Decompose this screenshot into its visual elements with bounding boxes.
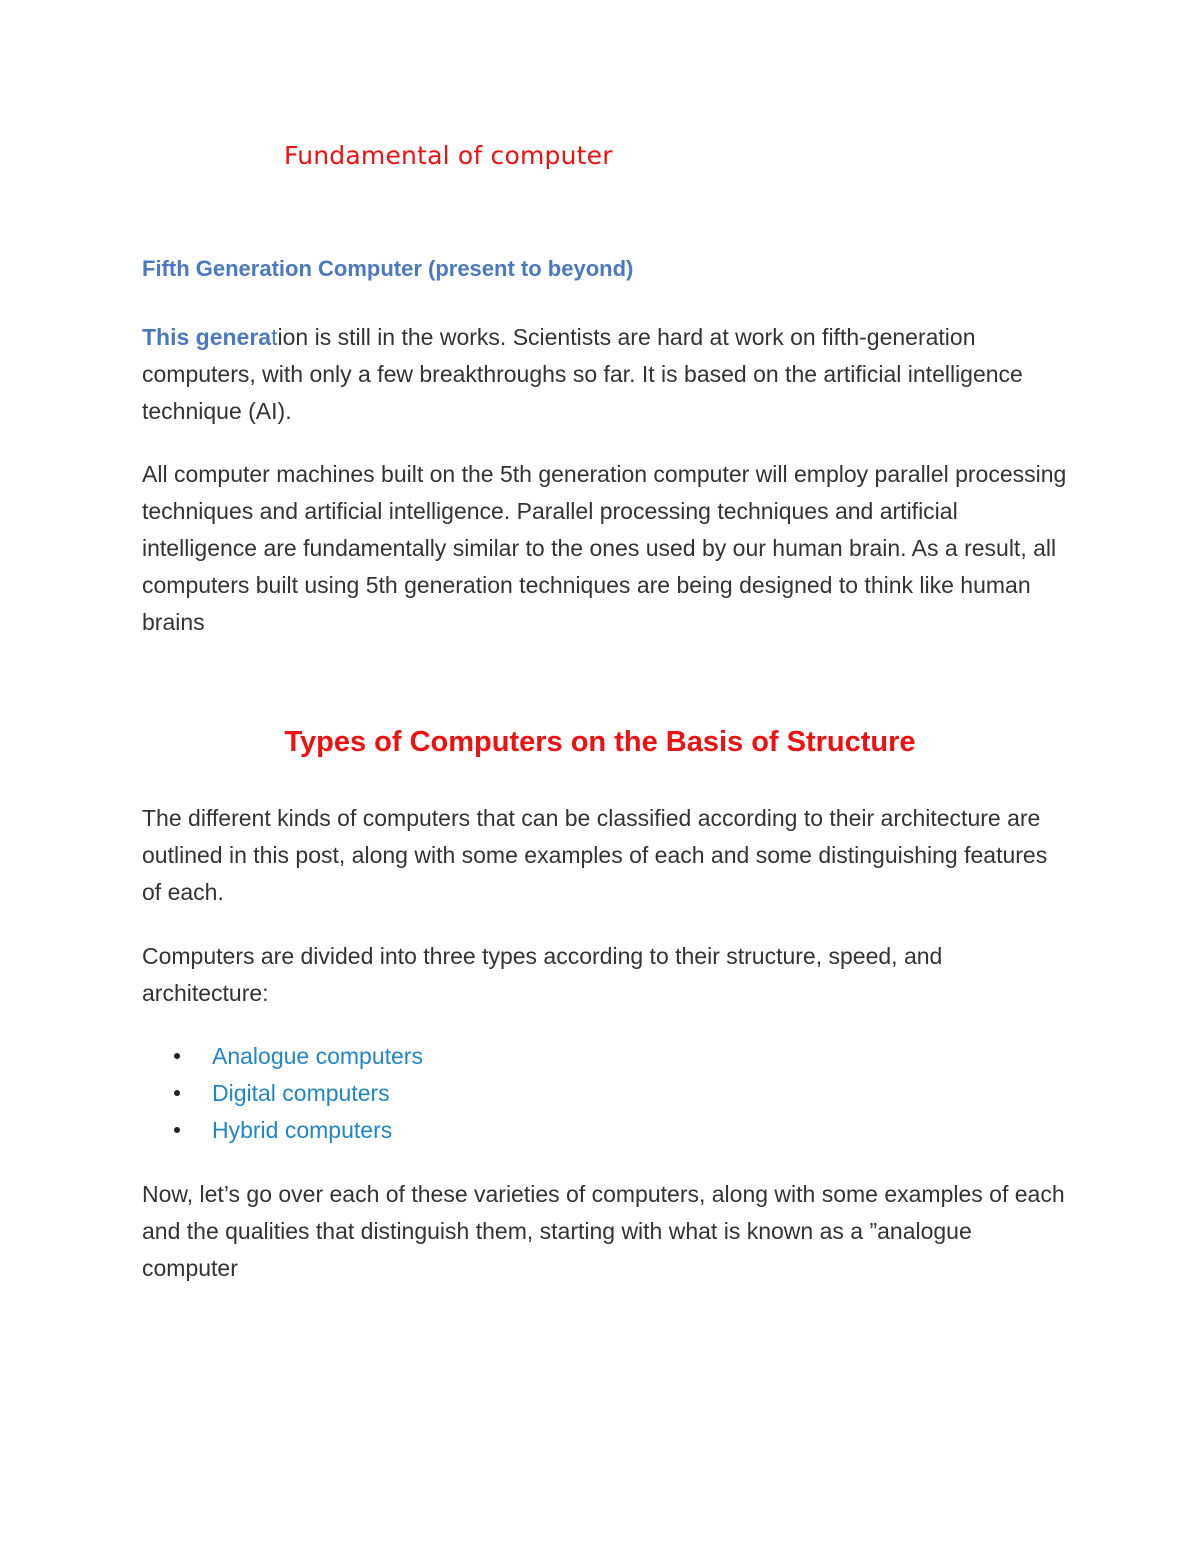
paragraph-lead-tail: t — [271, 324, 278, 350]
list-item-analogue — [142, 1038, 423, 1075]
link-analogue-computers[interactable]: Analogue computers — [212, 1043, 423, 1069]
bullet-icon — [174, 1090, 180, 1096]
paragraph-lead-bold: This genera — [142, 324, 272, 350]
list-item-hybrid — [142, 1112, 423, 1149]
paragraph-varieties-overview: Now, let’s go over each of these varieties of computers, along with some examples of each and the qualities that distinguish them, starting with what is known as a ”analogue computer — [142, 1181, 1065, 1281]
paragraph-lead-rest: ion is still in the works. Scientists are hard at work on fifth-generation computers, with only a few breakthroughs so far. It is based on the artificial intelligence technique (AI). — [142, 324, 1023, 424]
link-digital-computers[interactable]: Digital computers — [212, 1080, 390, 1106]
paragraph-fifth-generation-ai: All computer machines built on the 5th generation computer will employ parallel processing techniques and artificial intelligence. Parallel processing techniques and artificial intelligence are fundamentally similar to the ones used by our human brain. As a result, all computers built using 5th generation techniques are being designed to think like human brains — [142, 461, 1067, 635]
list-item-digital — [142, 1075, 423, 1112]
section-heading-types-of-computers: Types of Computers on the Basis of Structure — [284, 726, 916, 758]
bullet-icon — [174, 1127, 180, 1133]
section-heading-fifth-generation: Fifth Generation Computer (present to beyond) — [142, 256, 634, 281]
paragraph-fifth-generation-intro — [142, 319, 1072, 430]
link-hybrid-computers[interactable]: Hybrid computers — [212, 1117, 393, 1143]
paragraph-types-intro: The different kinds of computers that can be classified according to their architecture are outlined in this post, along with some examples of each and some distinguishing features of each. — [142, 805, 1048, 905]
bullet-icon — [174, 1053, 180, 1059]
document-title: Fundamental of computer — [284, 141, 613, 170]
paragraph-types-division: Computers are divided into three types according to their structure, speed, and architecture: — [142, 943, 943, 1006]
computer-types-list — [142, 1038, 423, 1149]
